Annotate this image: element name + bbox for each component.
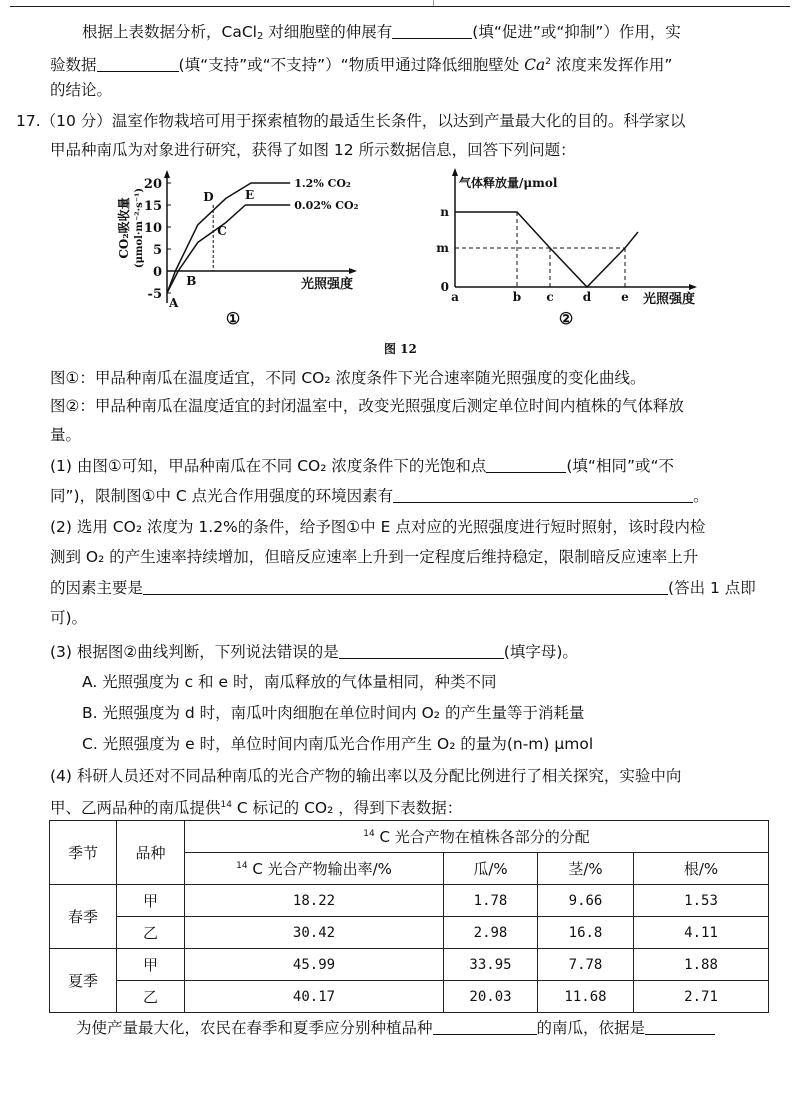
x-tick-label: d: [582, 290, 592, 304]
answer-blank-dark-reaction[interactable]: [143, 578, 668, 595]
x-axis-label: 光照强度: [300, 277, 353, 292]
value-cell: 7.78: [538, 949, 634, 981]
x-axis-arrow: [689, 284, 697, 290]
point-label-c: C: [217, 224, 227, 238]
y-tick-label: 10: [143, 221, 162, 236]
legend-label: 0.02% CO₂: [294, 199, 359, 212]
sub2-line-3: 的因素主要是 (答出 1 点即: [50, 579, 756, 597]
point-label-a: A: [169, 296, 179, 310]
value-cell: 33.95: [444, 949, 538, 981]
y-tick-label: 15: [143, 199, 162, 214]
chart-2-label: ②: [558, 309, 574, 328]
figure-caption: 图 12: [384, 342, 417, 356]
sub2-line-2: 测到 O₂ 的产生速率持续增加，但暗反应速率上升到一定程度后维持稳定，限制暗反应速率上升: [50, 548, 699, 566]
value-cell: 20.03: [444, 981, 538, 1013]
y-axis-arrow: [164, 170, 170, 178]
y-axis-unit: (μmol·m⁻²·s⁻¹): [134, 187, 145, 269]
season-cell: 春季: [50, 885, 117, 949]
x-tick-label: b: [512, 290, 522, 304]
sub4-line-1: (4) 科研人员还对不同品种南瓜的光合产物的输出率以及分配比例进行了相关探究，实验中向: [50, 767, 682, 785]
sub4-line-2: 甲、乙两品种的南瓜提供$^{14}$ C 标记的 CO₂ ，得到下表数据：: [50, 799, 463, 817]
y-axis-arrow: [452, 168, 458, 176]
fig2-description-line-2: 量。: [50, 426, 82, 444]
legend-label: 1.2% CO₂: [294, 177, 351, 190]
point-label-d: D: [203, 190, 214, 204]
option-b: B. 光照强度为 d 时，南瓜叶肉细胞在单位时间内 O₂ 的产生量等于消耗量: [82, 704, 585, 722]
answer-blank-basis[interactable]: [645, 1018, 715, 1035]
value-cell: 16.8: [538, 917, 634, 949]
question-17-stem-line-1: 17.（10 分）温室作物栽培可用于探索植物的最适生长条件，以达到产量最大化的目的。科学家以: [16, 112, 686, 130]
point-label-b: B: [186, 274, 197, 288]
sub3-stem: (3) 根据图②曲线判断，下列说法错误的是 (填字母)。: [50, 643, 578, 661]
distribution-table: [49, 820, 769, 1013]
y-tick-label: 0: [440, 280, 449, 294]
answer-blank-varieties[interactable]: [433, 1018, 537, 1035]
y-tick-label: 0: [152, 265, 162, 280]
intro-line-3: 的结论。: [50, 81, 113, 99]
sub1-line-2: 同”)，限制图①中 C 点光合作用强度的环境因素有 。: [50, 487, 709, 505]
value-cell: 4.11: [634, 917, 769, 949]
header-variety: 品种: [117, 821, 185, 885]
x-tick-label: a: [451, 290, 459, 304]
value-cell: 2.71: [634, 981, 769, 1013]
fig1-description: 图①：甲品种南瓜在温度适宜，不同 CO₂ 浓度条件下光合速率随光照强度的变化曲线。: [50, 369, 646, 387]
y-tick-label: 5: [152, 243, 162, 258]
sub1-line-1: (1) 由图①可知，甲品种南瓜在不同 CO₂ 浓度条件下的光饱和点 (填“相同”或“不: [50, 457, 675, 475]
variety-cell: 甲: [117, 949, 185, 981]
y-tick-label: n: [440, 205, 449, 219]
answer-blank-saturation[interactable]: [486, 456, 566, 473]
series-line-gas-release: [455, 212, 638, 287]
x-tick-label: e: [621, 290, 629, 304]
value-cell: 30.42: [185, 917, 444, 949]
value-cell: 1.78: [444, 885, 538, 917]
variety-cell: 甲: [117, 885, 185, 917]
table-row: [50, 949, 769, 981]
x-axis-label: 光照强度: [642, 292, 695, 307]
sub2-line-1: (2) 选用 CO₂ 浓度为 1.2%的条件，给予图①中 E 点对应的光照强度进行短时照射，该时段内检: [50, 518, 706, 536]
y-tick-label: 20: [143, 177, 162, 192]
table-header-row-1: [50, 821, 769, 853]
sub2-line-4: 可)。: [50, 609, 88, 627]
header-season: 季节: [50, 821, 117, 885]
question-number: 17.: [16, 112, 41, 130]
header-output-rate: $^{14}$ C 光合产物输出率/%: [185, 853, 444, 885]
y-axis-label: CO₂吸收量: [117, 197, 131, 259]
question-17-stem-line-2: 甲品种南瓜为对象进行研究，获得了如图 12 所示数据信息，回答下列问题：: [50, 141, 576, 159]
point-label-e: E: [245, 188, 255, 202]
header-group: $^{14}$ C 光合产物在植株各部分的分配: [185, 821, 769, 853]
value-cell: 9.66: [538, 885, 634, 917]
chart-1-label: ①: [225, 309, 241, 328]
chart-2: [436, 168, 697, 328]
x-tick-label: c: [546, 290, 554, 304]
y-tick-label: m: [436, 241, 449, 255]
fig2-description-line-1: 图②：甲品种南瓜在温度适宜的封闭温室中，改变光照强度后测定单位时间内植株的气体释放: [50, 397, 684, 415]
value-cell: 45.99: [185, 949, 444, 981]
table-row: [50, 981, 769, 1013]
season-cell: 夏季: [50, 949, 117, 1013]
y-axis-label: 气体释放量/μmol: [459, 176, 558, 190]
header-fruit: 瓜/%: [444, 853, 538, 885]
answer-blank-choice[interactable]: [339, 642, 504, 659]
value-cell: 40.17: [185, 981, 444, 1013]
value-cell: 18.22: [185, 885, 444, 917]
chart-1: [116, 170, 359, 328]
variety-cell: 乙: [117, 917, 185, 949]
header-stem: 茎/%: [538, 853, 634, 885]
value-cell: 1.88: [634, 949, 769, 981]
value-cell: 1.53: [634, 885, 769, 917]
intro-line-2: 验数据 (填“支持”或“不支持”）“物质甲通过降低细胞壁处 Ca$^2$ 浓度来发挥作用”: [50, 56, 673, 74]
header-root: 根/%: [634, 853, 769, 885]
option-c: C. 光照强度为 e 时，单位时间内南瓜光合作用产生 O₂ 的量为(n-m) μmol: [82, 735, 594, 753]
closing-line: 为使产量最大化，农民在春季和夏季应分别种植品种 的南瓜，依据是: [76, 1018, 715, 1038]
value-cell: 2.98: [444, 917, 538, 949]
value-cell: 11.68: [538, 981, 634, 1013]
option-a: A. 光照强度为 c 和 e 时，南瓜释放的气体量相同，种类不同: [82, 673, 497, 691]
answer-blank-factors[interactable]: [393, 486, 693, 503]
variety-cell: 乙: [117, 981, 185, 1013]
y-tick-label: -5: [147, 287, 162, 302]
table-row: [50, 885, 769, 917]
question-score: （10 分）: [40, 112, 112, 130]
table-row: [50, 917, 769, 949]
x-axis-arrow: [349, 268, 357, 274]
figure-12: [0, 0, 800, 360]
intro-line-1: 根据上表数据分析，CaCl$_2$ 对细胞壁的伸展有 (填“促进”或“抑制”）作用，实: [82, 23, 681, 42]
